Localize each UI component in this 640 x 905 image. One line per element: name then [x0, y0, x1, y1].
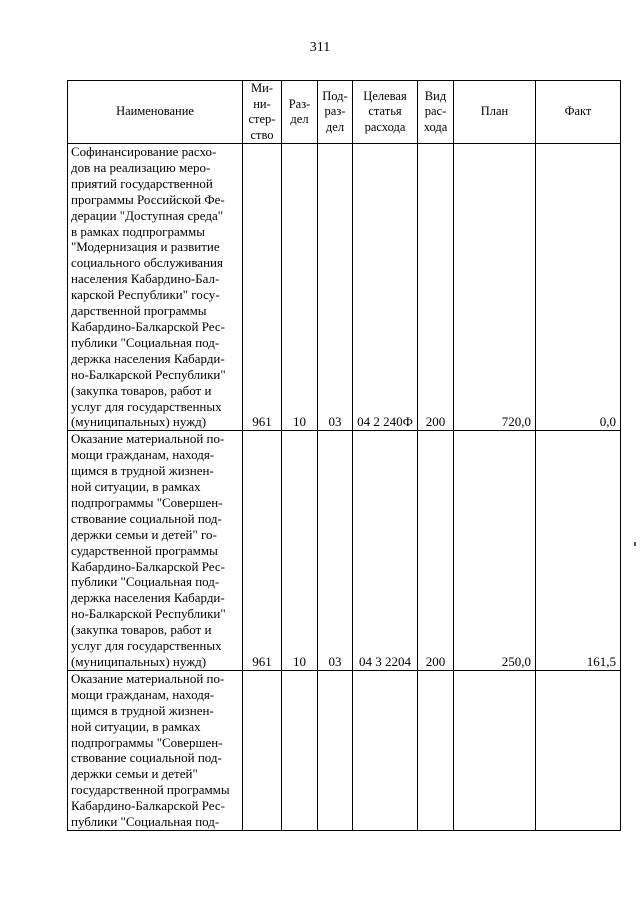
row-name: Оказание материальной по- мощи гражданам, находя- щимся в трудной жизнен- ной ситуации, в рамках подпрограммы "Совершен- ствование социальной под- держки семьи и детей" государственной программы Кабардино-Балкарской Рес- публики "Социальная под-: [68, 670, 243, 830]
row-plan: [454, 670, 536, 830]
row-section: 10: [282, 144, 318, 431]
row-section: [282, 670, 318, 830]
header-subsection: Под- раз- дел: [318, 81, 353, 144]
row-fact: [536, 670, 621, 830]
row-subsection: 03: [318, 144, 353, 431]
table-header-row: [68, 81, 621, 144]
table-row: [68, 144, 621, 431]
row-fact: 0,0: [536, 144, 621, 431]
row-ministry: [243, 670, 282, 830]
row-target-item: [353, 670, 418, 830]
row-section: 10: [282, 431, 318, 671]
header-name: Наименование: [68, 81, 243, 144]
row-target-item: 04 2 240Ф: [353, 144, 418, 431]
row-ministry: 961: [243, 144, 282, 431]
header-plan: План: [454, 81, 536, 144]
header-section: Раз- дел: [282, 81, 318, 144]
table-row: [68, 431, 621, 671]
row-expense-type: [418, 670, 454, 830]
row-plan: 250,0: [454, 431, 536, 671]
header-ministry: Ми- ни- стер- ство: [243, 81, 282, 144]
table-row: [68, 670, 621, 830]
row-name: Софинансирование расхо- дов на реализацию меро- приятий государственной программы Российской Фе- дерации "Доступная среда" в рамках подпрограммы "Модернизация и развитие социального обслуживания населения Кабардино-Бал- карской Республики" госу- дарственной программы Кабардино-Балкарской Рес- публики "Социальная под- держка населения Кабарди- но-Балкарской Республики" (закупка товаров, работ и услуг для государственных (муниципальных) нужд): [68, 144, 243, 431]
row-name: Оказание материальной по- мощи гражданам, находя- щимся в трудной жизнен- ной ситуации, в рамках подпрограммы "Совершен- ствование социальной под- держки семьи и детей" го- сударственной программы Кабардино-Балкарской Рес- публики "Социальная под- держка населения Кабарди- но-Балкарской Республики" (закупка товаров, работ и услуг для государственных (муниципальных) нужд): [68, 431, 243, 671]
row-plan: 720,0: [454, 144, 536, 431]
row-subsection: [318, 670, 353, 830]
page-number: 311: [309, 40, 331, 55]
row-target-item: 04 3 2204: [353, 431, 418, 671]
header-fact: Факт: [536, 81, 621, 144]
budget-table: [67, 80, 621, 831]
header-target-item: Целевая статья расхода: [353, 81, 418, 144]
header-expense-type: Вид рас- хода: [418, 81, 454, 144]
row-expense-type: 200: [418, 431, 454, 671]
row-expense-type: 200: [418, 144, 454, 431]
row-ministry: 961: [243, 431, 282, 671]
row-fact: 161,5: [536, 431, 621, 671]
scan-speck: [634, 542, 636, 546]
row-subsection: 03: [318, 431, 353, 671]
